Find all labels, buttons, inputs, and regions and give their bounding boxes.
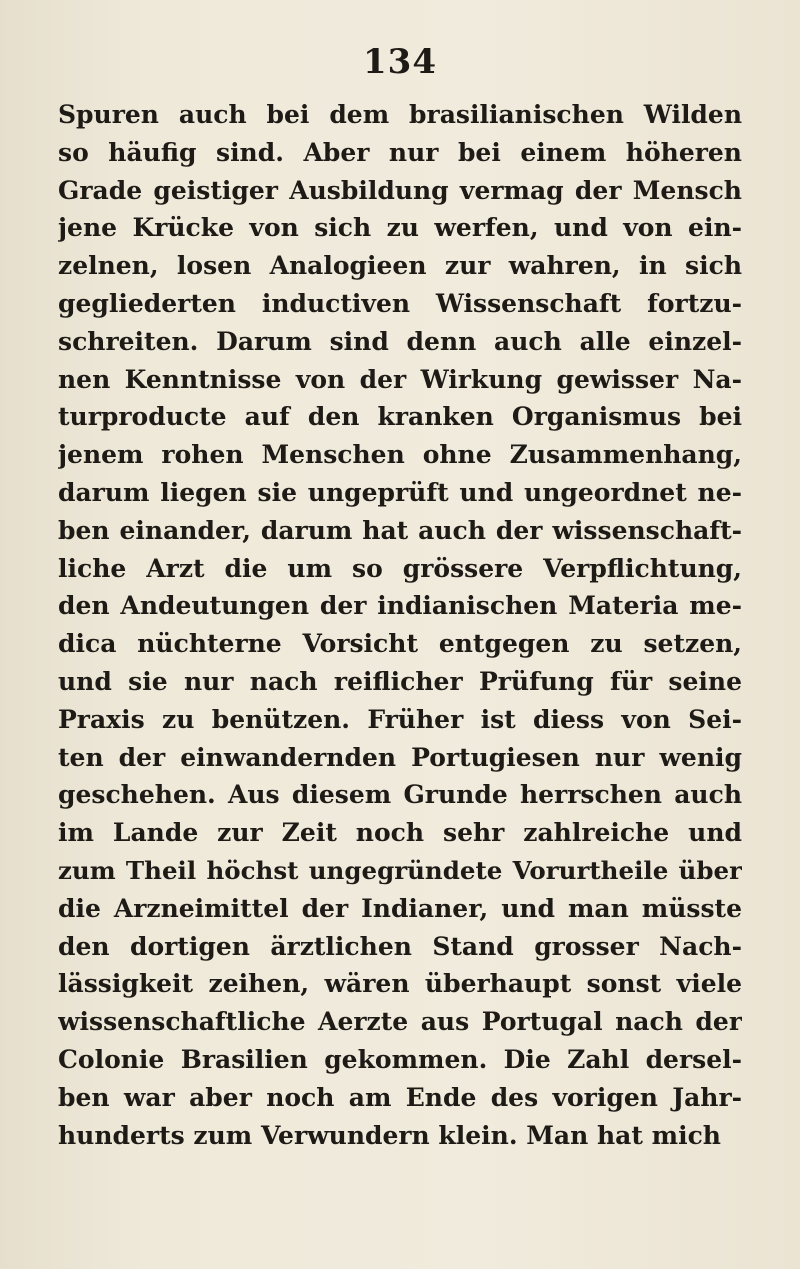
- text-line: nen Kenntnisse von der Wirkung gewisser Na-: [58, 364, 742, 394]
- text-line: Grade geistiger Ausbildung vermag der Mensch: [58, 175, 742, 205]
- text-line: ten der einwandernden Portugiesen nur wenig: [58, 742, 742, 772]
- body-text: [58, 96, 742, 1154]
- text-line: jene Krücke von sich zu werfen, und von ein-: [58, 213, 742, 243]
- text-line: turproducte auf den kranken Organismus bei: [58, 402, 742, 432]
- text-line: zelnen, losen Analogieen zur wahren, in sich: [58, 251, 742, 281]
- text-line: die Arzneimittel der Indianer, und man müsste: [58, 893, 742, 923]
- text-line: und sie nur nach reiflicher Prüfung für seine: [58, 666, 742, 696]
- text-line: zum Theil höchst ungegründete Vorurtheile über: [58, 855, 742, 885]
- text-line: wissenschaftliche Aerzte aus Portugal nach der: [58, 1007, 742, 1037]
- text-line: hunderts zum Verwundern klein. Man hat mich: [58, 1120, 721, 1150]
- text-line: geschehen. Aus diesem Grunde herrschen auch: [58, 780, 742, 810]
- text-line: ben war aber noch am Ende des vorigen Jahr-: [58, 1082, 742, 1112]
- text-line: den Andeutungen der indianischen Materia me-: [58, 591, 742, 621]
- page-number: 134: [363, 42, 437, 82]
- text-line: ben einander, darum hat auch der wissenschaft-: [58, 515, 742, 545]
- text-line: Spuren auch bei dem brasilianischen Wilden: [58, 100, 742, 129]
- text-line: jenem rohen Menschen ohne Zusammenhang,: [58, 440, 742, 470]
- text-line: schreiten. Darum sind denn auch alle einzel-: [58, 326, 742, 356]
- text-line: Praxis zu benützen. Früher ist diess von Sei-: [58, 704, 742, 734]
- text-line: liche Arzt die um so grössere Verpflichtung,: [58, 553, 742, 583]
- text-line: gegliederten inductiven Wissenschaft fortzu-: [58, 288, 742, 318]
- text-line: dica nüchterne Vorsicht entgegen zu setzen,: [58, 629, 742, 659]
- text-line: Colonie Brasilien gekommen. Die Zahl dersel-: [58, 1044, 742, 1074]
- text-line: im Lande zur Zeit noch sehr zahlreiche und: [58, 818, 742, 848]
- text-line: so häufig sind. Aber nur bei einem höheren: [58, 137, 742, 167]
- text-line: den dortigen ärztlichen Stand grosser Nach-: [58, 931, 742, 961]
- text-line: darum liegen sie ungeprüft und ungeordnet ne-: [58, 477, 742, 507]
- text-line: lässigkeit zeihen, wären überhaupt sonst viele: [58, 969, 742, 999]
